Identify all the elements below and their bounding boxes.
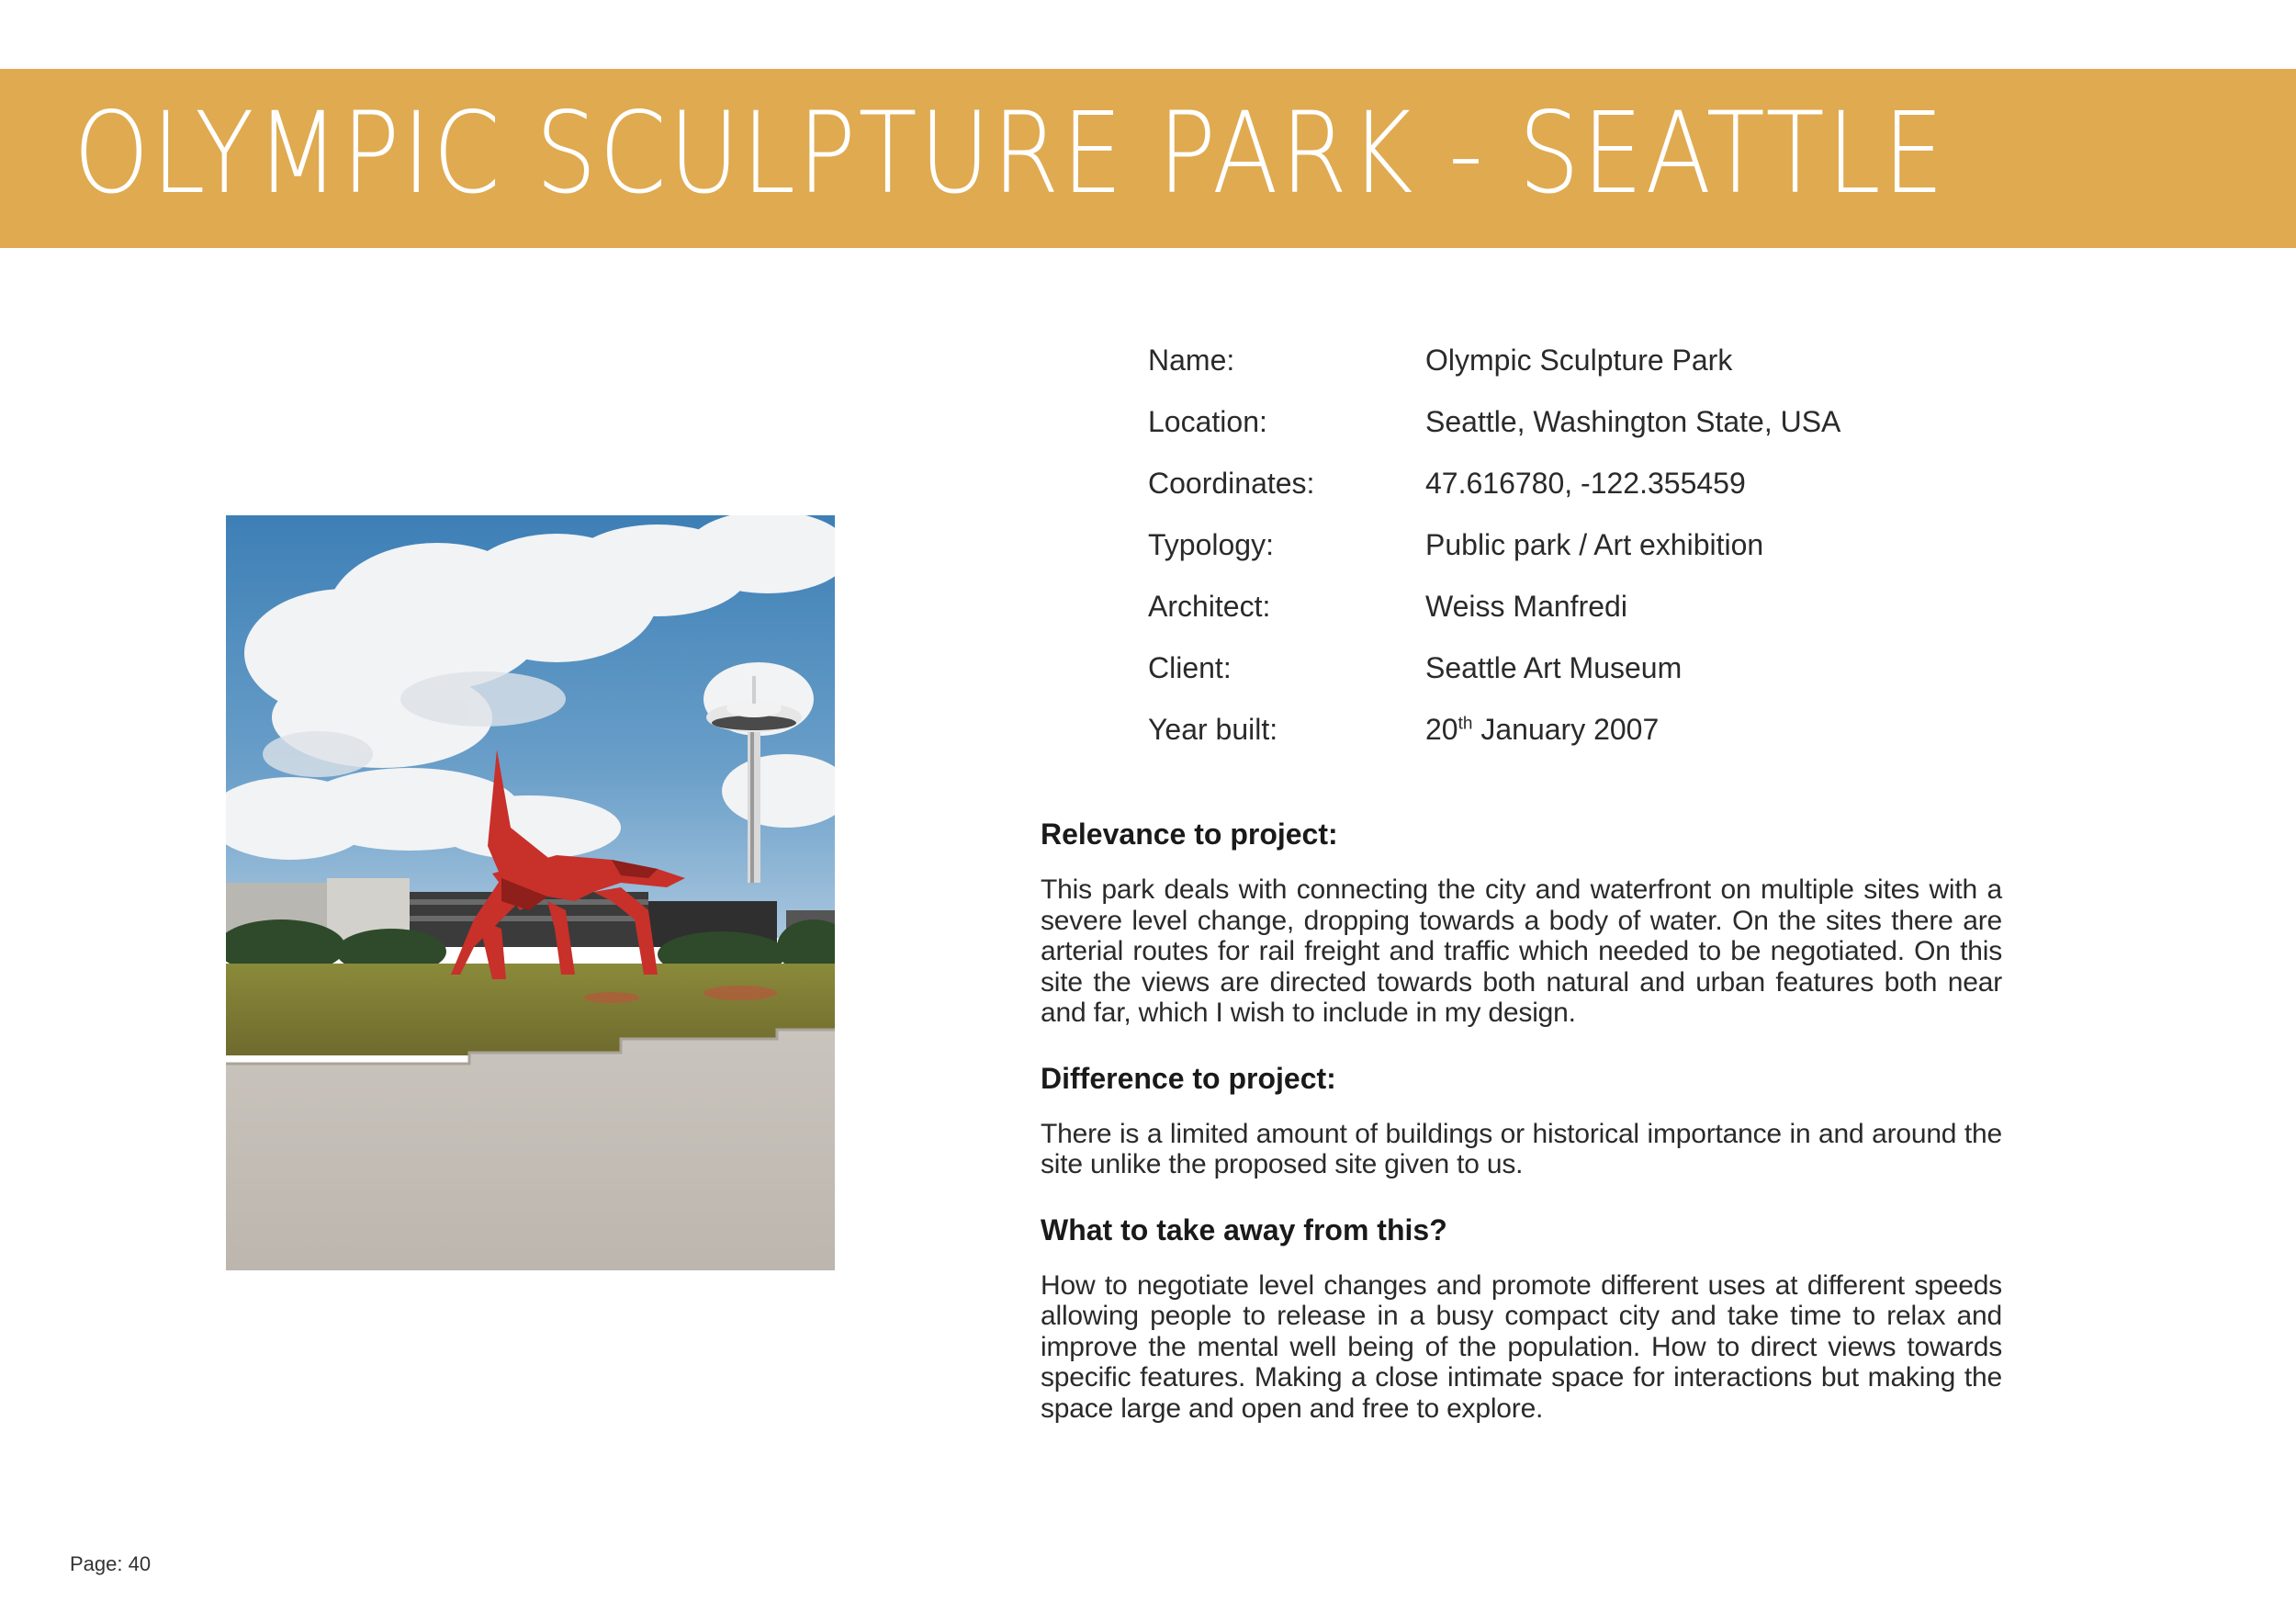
project-info-table — [1148, 338, 1975, 769]
info-row-client — [1148, 646, 1975, 707]
difference-heading: Difference to project: — [1041, 1061, 1336, 1095]
info-row-name — [1148, 338, 1975, 400]
park-photo — [226, 515, 835, 1270]
year-value — [1425, 707, 1659, 751]
typology-label: Typology: — [1148, 528, 1274, 561]
info-row-coordinates — [1148, 461, 1975, 523]
architect-value: Weiss Manfredi — [1425, 590, 1627, 623]
info-row-location — [1148, 400, 1975, 461]
coordinates-label: Coordinates: — [1148, 467, 1315, 500]
takeaway-paragraph: How to negotiate level changes and promote different uses at different speeds allowing people to release in a busy compact city and take time to relax and improve the mental well being of the population. How to direct views towards specific features. Making a close intimate space for interactions but making the space large and open and free to explore. — [1041, 1269, 2002, 1424]
year-suffix: th — [1458, 714, 1473, 734]
client-value: Seattle Art Museum — [1425, 651, 1683, 684]
page-number: Page: 40 — [70, 1552, 152, 1575]
takeaway-heading: What to take away from this? — [1041, 1212, 1447, 1246]
name-value: Olympic Sculpture Park — [1425, 344, 1733, 377]
difference-paragraph: There is a limited amount of buildings or historical importance in and around the site unlike the proposed site given to us. — [1041, 1118, 2002, 1179]
year-day: 20 — [1425, 713, 1458, 746]
client-label: Client: — [1148, 651, 1232, 684]
location-value: Seattle, Washington State, USA — [1425, 405, 1841, 438]
analysis-text — [1041, 816, 2002, 1455]
year-label: Year built: — [1148, 713, 1278, 746]
relevance-heading: Relevance to project: — [1041, 818, 1338, 851]
location-label: Location: — [1148, 405, 1267, 438]
typology-value: Public park / Art exhibition — [1425, 528, 1764, 561]
info-row-architect — [1148, 584, 1975, 646]
year-rest: January 2007 — [1472, 713, 1660, 746]
name-label: Name: — [1148, 344, 1235, 377]
info-row-typology — [1148, 523, 1975, 584]
coordinates-value: 47.616780, -122.355459 — [1425, 467, 1746, 500]
relevance-paragraph: This park deals with connecting the city and waterfront on multiple sites with a severe level change, dropping towards a body of water. On the sites there are arterial routes for rail freight and traffic which needed to be negotiated. On this site the views are directed towards both natural and urban features both near and far, which I wish to include in my design. — [1041, 874, 2002, 1028]
page-title: OLYMPIC SCULPTURE PARK - SEATTLE — [73, 88, 1947, 219]
architect-label: Architect: — [1148, 590, 1271, 623]
info-row-year — [1148, 707, 1975, 769]
